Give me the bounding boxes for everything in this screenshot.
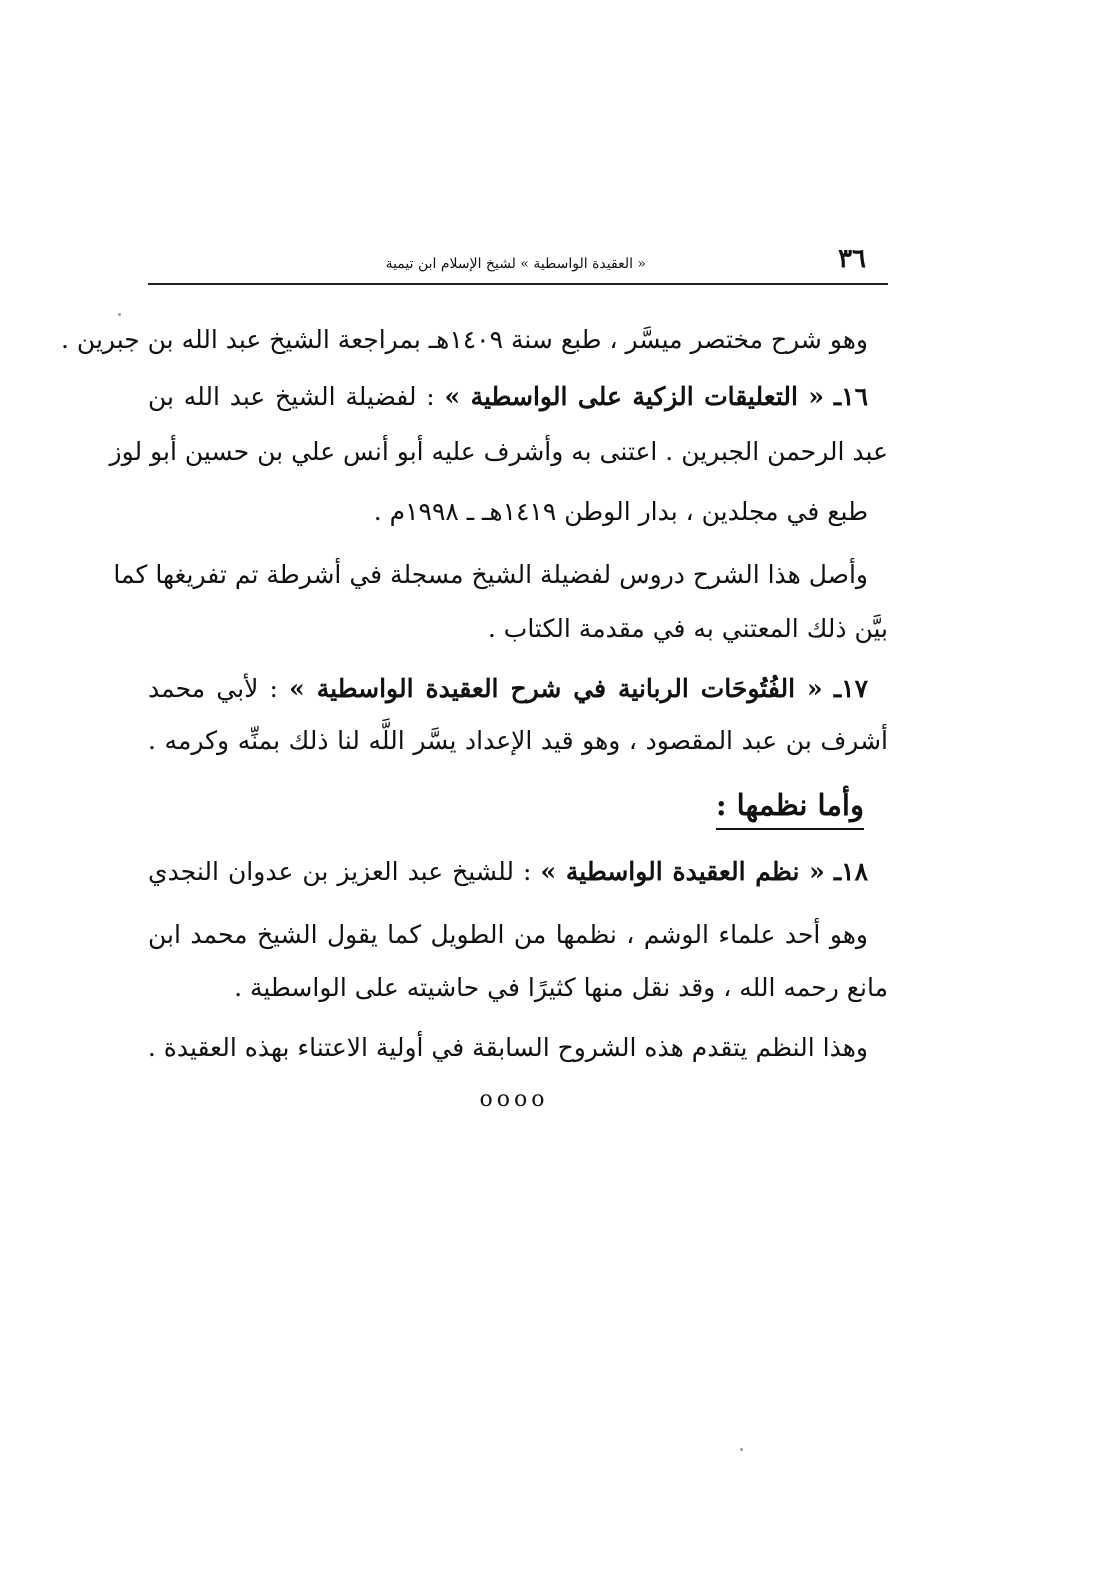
paragraph-line: وهو شرح مختصر ميسَّر ، طبع سنة ١٤٠٩هـ بمراجعة الشيخ عبد الله بن جبرين .: [61, 325, 868, 354]
item-number: ١٦ـ: [833, 382, 868, 411]
item-number: ١٨ـ: [833, 857, 868, 886]
list-item-16: [148, 379, 868, 415]
paragraph-line: وهذا النظم يتقدم هذه الشروح السابقة في أولية الاعتناء بهذه العقيدة .: [147, 1033, 868, 1062]
paragraph-line: وهو أحد علماء الوشم ، نظمها من الطويل كما يقول الشيخ محمد ابن: [148, 920, 868, 949]
paragraph-line: وأصل هذا الشرح دروس لفضيلة الشيخ مسجلة في أشرطة تم تفريغها كما: [113, 560, 868, 589]
list-item-18: [148, 854, 868, 890]
list-item-17: [148, 671, 868, 707]
section-heading: وأما نظمها :: [716, 788, 864, 830]
item-description: : لأبي محمد: [148, 674, 290, 703]
header-rule: [148, 283, 888, 285]
item-title: « الفُتُوحَات الربانية في شرح العقيدة الواسطية »: [289, 674, 823, 703]
paragraph-line: أشرف بن عبد المقصود ، وهو قيد الإعداد يسَّر اللَّه لنا ذلك بمنِّه وكرمه .: [148, 726, 888, 755]
scan-speck: [740, 1448, 743, 1451]
end-ornament: oooo: [479, 1087, 549, 1112]
paragraph-line: طبع في مجلدين ، بدار الوطن ١٤١٩هـ ـ ١٩٩٨م .: [373, 497, 868, 526]
item-description: : لفضيلة الشيخ عبد الله بن: [148, 382, 445, 411]
item-number: ١٧ـ: [833, 674, 868, 703]
paragraph-line: بيَّن ذلك المعتني به في مقدمة الكتاب .: [487, 614, 888, 643]
running-title: « العقيدة الواسطية » لشيخ الإسلام ابن تيمية: [385, 256, 646, 272]
paragraph-line: عبد الرحمن الجبرين . اعتنى به وأشرف عليه أبو أنس علي بن حسين أبو لوز: [109, 437, 888, 466]
page-header: [148, 244, 866, 280]
item-description: : للشيخ عبد العزيز بن عدوان النجدي: [148, 857, 541, 886]
scan-speck: [118, 313, 121, 316]
paragraph-line: مانع رحمه الله ، وقد نقل منها كثيرًا في حاشيته على الواسطية .: [234, 973, 888, 1002]
item-title: « التعليقات الزكية على الواسطية »: [444, 382, 825, 411]
item-title: « نظم العقيدة الواسطية »: [540, 857, 825, 886]
page-number: ٣٦: [838, 244, 866, 274]
